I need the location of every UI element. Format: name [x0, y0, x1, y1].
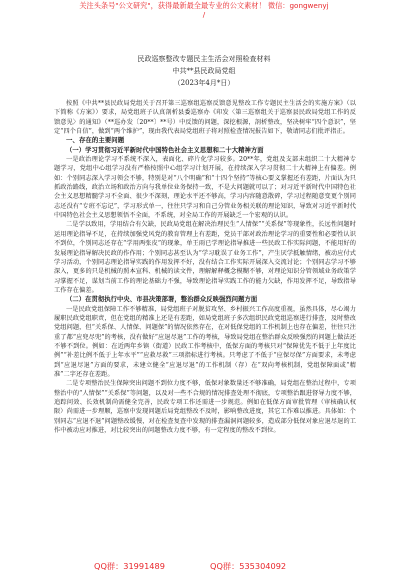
footer-qq-group-2: QQ群：535304092: [210, 561, 287, 571]
body-paragraph: 一是民政党组保障工作不够精准，局党组班子对脱贫攻坚、乡村振兴工作高度重视，虽然具体，尽心竭力履职民政党组职责，但在党组的精准上还是有差距，如局党组班子多次组织民政党组巡察进行排查，及时整改党组问题，但“关系保、人情保、问题保”的情况依然存在，在对低保党组的工作机制上也存在偏差，往往只注重了都“应兜尽兜”的考核，没有做好“应退尽退”工作的考核，导致局党组在整治群众反映强烈的问题上做法还不够不到位。例如：在近两年乡镇（街道）民政工作考核中，低保方面的考核只对“保障优先不低于上年度比例”“补差比例不低于上年水平”“应救尽救”三项指标进行考核。只考虑了不低于“应保尽保”方面要求，未考虑到“应退尽退”方面的要求，未建立健全“应退尽退”的工作机制（存）在“双向考核机制，党组保障面或“精准”二字还存在差距。: [54, 305, 356, 378]
subsection-heading: （一）学习贯彻习近平新时代中国特色社会主义思想和二十大精神方面: [66, 146, 264, 154]
body-paragraph: 一是政治理论学习不系统不深入，表面化、碎片化学习较多。20**年，党组及支部未组织二十大精神专题学习，党组中心组学习没有严格按照中心组学习计划开展，在持续深入学习贯彻二十大精神上有偏差。例如：个别同志深入学习领会不够，特别是对“八个明确”和“十四个坚持”等核心要义掌握还有差距，片面认为只抓政治路线，政治立场和政治方向与我单位业务保持一致，不是大问题就可以了；对习近平新时代中国特色社会主义思想精髓学习不全面、很少不深刻，理论水平还不够高，学习内容随意散碎，学习过程随意变更个别同志还没有“专班不忘记”，学习形式单一，往往只学习和自己分管业务相关联的理论知识，导致对习近平新时代中国特色社会主义思想领悟不全面，不系统，对全局工作的开展缺乏一个宏观的认识。: [54, 156, 356, 220]
body-paragraph: 按照《中共**县民政局党组关于召开第三巡察组巡察反馈意见整改工作专题民主生活会的实施方案》（以下简称《方案》）要求，局党组班子认真剖析县委巡察办《印发〈第三巡察组关于巡察县民政局党组工作的反馈意见〉的通知》（**巡办发〔20**〕**号）中反馈的问题，深挖根源，剖析整改，坚决树牢“四个意识”，坚定“四个自信”，做到“两个维护”，现由我代表局党组班子将对照检查情况报告如下，敬请同志们批评指正。: [54, 100, 356, 136]
section-heading: 一、存在的主要问题: [66, 136, 125, 145]
document-org: 中共**县民政局党组: [172, 67, 236, 75]
body-paragraph: 二是专项整治民生保障突出问题不到位力度不够，低保对象数量还不够准确，局党组在整治过程中，专项整治中的“人情保”“关系保”等问题，以及对一些不合规的情况排查处理不彻底，专项整治跟进督导力度不够，追踪问效、长效机制尚需健全完善，民政专项工作还需进一步规范。例如在低保方面审批管理（审核确认权限）尚需进一步理顺，巡察中发现问题后局党组整改不及时，影响整改进度，其它工作难以推进。具体如：个别同志“应退不退”问题整改缓慢，对在检查复查中发现的排查漏洞问题较多，造成部分低保对象应退尽退的工作中被动应对推进，对比较突出的问题整改力度不够，有一定程度的整改不到位。: [54, 380, 356, 435]
promo-banner-divider: /: [202, 10, 206, 19]
footer-qq-group-1: QQ群：31991489: [94, 561, 165, 571]
document-title: 民政巡察整改专题民主生活会对照检查材料: [137, 55, 271, 63]
footer-contact: [0, 561, 408, 575]
subsection-heading: （二）在贯彻执行中央、市县决策部署，整治群众反映强烈问题方面: [66, 296, 258, 304]
promo-banner: [0, 1, 408, 19]
document-date: （2023年4月*日）: [173, 79, 235, 87]
document-body: [54, 99, 356, 435]
body-paragraph: 二是学以致用，学用结合有欠缺，民政局党组在解决治理民生“人情保”“关系保”等现象性，长远性问题时运用理论指导不足，在持续加强党风党的教育管理上有差距，党员干部对政治理论学习的重要性和必要性认识不到位，个别同志还存在“学用两张皮”的现象，单王雨已学理论指导推进一些民政工作实际问题，不能用好的发展理论指导解决民政的作作用；个别同志甚至认为“学习耽误了业务工作”，产生厌学抵触情绪，被动应付式学习活动，个别同志理论指导实践的作用发挥不好，没有结合工作实际开展深入交流讨论；个别同志学习不够深入，更多的只是机械的照本宣科、机械的读文件，理解解释概念模糊不够，对理论知识分管领域业务政策学习掌握不足，谋划当前工作的理论基础力不强，导致理论指导实践工作的能力欠缺，作用发挥不足，导致指导工作存在偏差。: [54, 221, 356, 294]
promo-banner-text: 关注头条号"公文研究"，获得最新最全最专业的公文素材！ 微信：gongwenyj: [79, 1, 329, 10]
